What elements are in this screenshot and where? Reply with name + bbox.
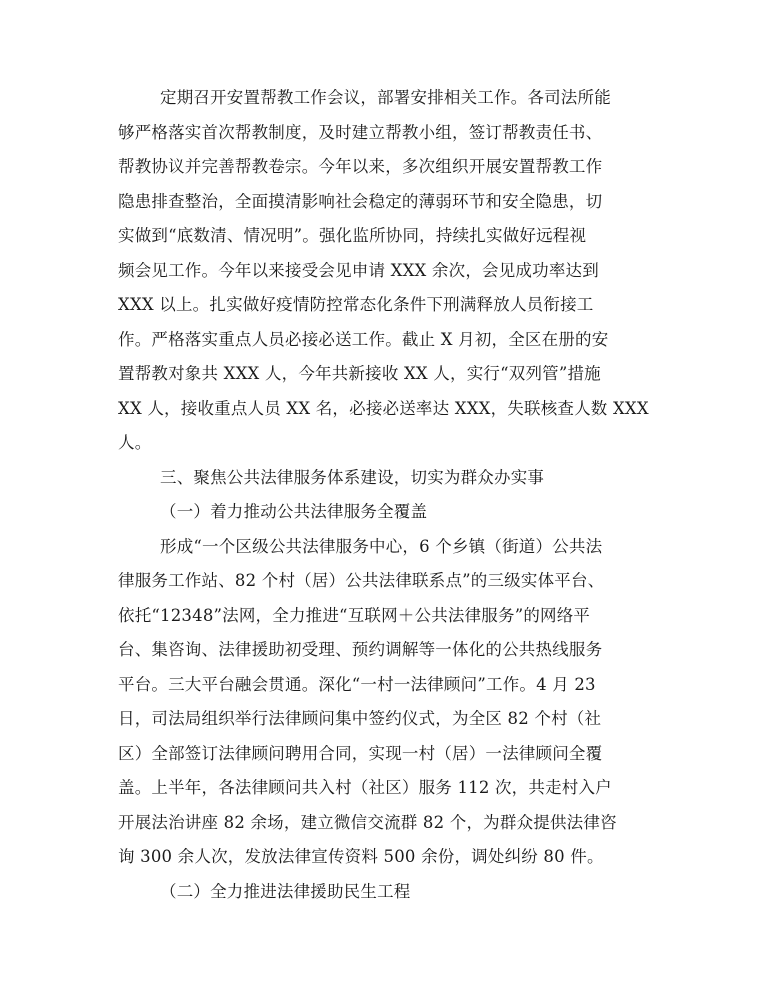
paragraph-2-line-7: 区）全部签订法律顾问聘用合同，实现一村（居）一法律顾问全覆 xyxy=(118,744,603,763)
paragraph-2-line-10: 询 300 余人次，发放法律宣传资料 500 余份，调处纠纷 80 件。 xyxy=(118,847,604,866)
paragraph-1-line-2: 够严格落实首次帮教制度，及时建立帮教小组，签订帮教责任书、 xyxy=(118,123,603,142)
paragraph-2-line-9: 开展法治讲座 82 余场，建立微信交流群 82 个，为群众提供法律咨 xyxy=(118,813,617,832)
paragraph-2-line-6: 日，司法局组织举行法律顾问集中签约仪式，为全区 82 个村（社 xyxy=(118,709,602,728)
paragraph-1-line-8: 作。严格落实重点人员必接必送工作。截止 X 月初，全区在册的安 xyxy=(118,330,609,349)
subsection-2-heading: （二）全力推进法律援助民生工程 xyxy=(160,882,411,901)
paragraph-1-line-1: 定期召开安置帮教工作会议，部署安排相关工作。各司法所能 xyxy=(160,88,611,107)
paragraph-1-line-10: XX 人，接收重点人员 XX 名，必接必送率达 XXX，失联核查人数 XXX xyxy=(118,399,649,418)
section-3-heading: 三、聚焦公共法律服务体系建设，切实为群众办实事 xyxy=(160,468,545,487)
paragraph-1-line-11: 人。 xyxy=(118,433,152,452)
paragraph-2-line-4: 台、集咨询、法律援助初受理、预约调解等一体化的公共热线服务 xyxy=(118,640,603,659)
paragraph-2-line-1: 形成“一个区级公共法律服务中心，6 个乡镇（街道）公共法 xyxy=(160,537,603,556)
paragraph-1-line-9: 置帮教对象共 XXX 人，今年共新接收 XX 人，实行“双列管”措施 xyxy=(118,364,601,383)
subsection-1-heading: （一）着力推动公共法律服务全覆盖 xyxy=(160,502,428,521)
paragraph-1-line-6: 频会见工作。今年以来接受会见申请 XXX 余次，会见成功率达到 xyxy=(118,261,599,280)
paragraph-1-line-3: 帮教协议并完善帮教卷宗。今年以来，多次组织开展安置帮教工作 xyxy=(118,157,603,176)
paragraph-1-line-7: XXX 以上。扎实做好疫情防控常态化条件下刑满释放人员衔接工 xyxy=(118,295,594,314)
paragraph-1-line-4: 隐患排查整治，全面摸清影响社会稳定的薄弱环节和安全隐患，切 xyxy=(118,192,603,211)
paragraph-2-line-8: 盖。上半年，各法律顾问共入村（社区）服务 112 次，共走村入户 xyxy=(118,778,612,797)
paragraph-1-line-5: 实做到“底数清、情况明”。强化监所协同，持续扎实做好远程视 xyxy=(118,226,587,245)
paragraph-2-line-2: 律服务工作站、82 个村（居）公共法律联系点”的三级实体平台、 xyxy=(118,571,605,590)
paragraph-2-line-5: 平台。三大平台融会贯通。深化“一村一法律顾问”工作。4 月 23 xyxy=(118,675,596,694)
paragraph-2-line-3: 依托“12348”法网，全力推进“互联网＋公共法律服务”的网络平 xyxy=(118,606,591,625)
